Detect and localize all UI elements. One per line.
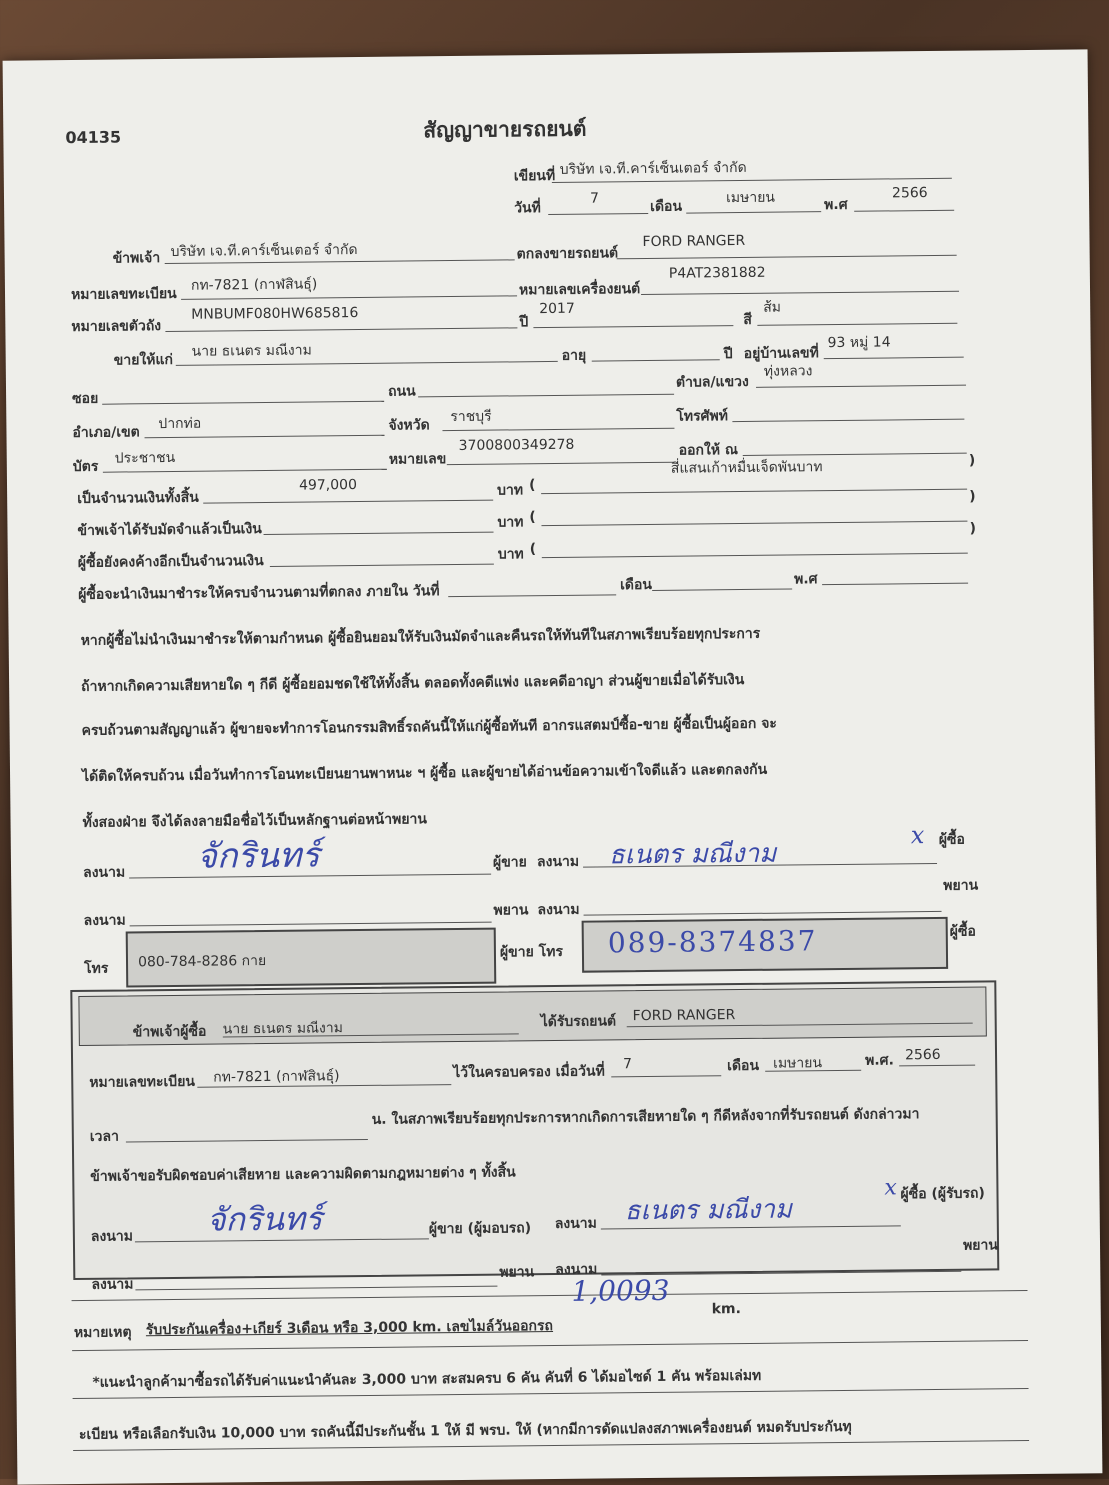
witness-role-2: พยาน [943,877,979,894]
district-value: ปากท่อ [158,415,202,433]
card-value: ประชาชน [114,449,176,467]
engine-label: หมายเลขเครื่องยนต์ [518,281,641,299]
total-open-paren: ( [528,477,536,494]
sign-label-2: ลงนาม [536,853,580,871]
color-value: ส้ม [763,299,782,316]
chassis-value: MNBUMF080HW685816 [191,305,359,323]
deposit-words-line [541,521,967,526]
notes-mid-line [72,1340,1028,1351]
receipt-witness-line-1[interactable] [135,1286,497,1291]
phone-label-1: โทร [84,960,109,977]
province-line [442,428,674,431]
receipt-day: 7 [623,1056,633,1073]
witness-sign-label-2: ลงนาม [537,901,580,919]
sign-label-1: ลงนาม [82,864,126,881]
receipt-seller-role: ผู้ขาย (ผู้มอบรถ) [428,1220,532,1238]
province-value: ราชบุรี [450,408,492,426]
terms-line-2: ถ้าหากเกิดความเสียหายใด ๆ กีดี ผู้ซื้อยอมชดใช้ให้ทั้งสิ้น ตลอดทั้งคดีแพ่ง และคดีอาญา ส่วนผู้ขายเมื่อได้รับเงิน [81,671,745,695]
receipt-car: FORD RANGER [632,1007,736,1025]
witness-sign-label-1: ลงนาม [83,912,126,929]
total-words: สี่แสนเก้าหมื่นเจ็ดพันบาท [670,459,823,477]
receipt-reg: กท-7821 (กาฬสินธุ์) [213,1068,340,1086]
note-1-prefix: หมายเหตุ [73,1324,132,1342]
pay-month-label: เดือน [620,576,653,594]
terms-line-1: หากผู้ซื้อไม่นำเงินมาชำระให้ตามกำหนด ผู้ซื้อยินยอมให้รับเงินมัดจำและคืนรถให้ทันทีในสภาพเรียบร้อยทุกประการ [80,625,761,649]
witness-line-1[interactable] [130,922,492,927]
seller-phone-label: ผู้ขาย โทร [499,943,564,961]
remaining-words-line [542,553,968,558]
seller-signature: จักรินทร์ [196,835,320,877]
remaining-close-paren: ) [969,520,977,537]
id-line [447,462,675,465]
note-2: *แนะนำลูกค้ามาซื้อรถได้รับค่าแนะนำคันละ 3,000 บาท สะสมครบ 6 คัน คันที่ 6 ได้มอไซด์ 1 คัน พร้อมเล่มท [92,1367,762,1391]
road-label: ถนน [387,383,416,400]
receipt-month: เมษายน [773,1055,823,1072]
note-1: รับประกันเครื่อง+เกียร์ 3เดือน หรือ 3,000 km. เลขไมล์วันออกรถ [145,1318,554,1339]
soi-line [102,401,384,405]
note-1-km: km. [711,1301,741,1318]
chassis-label: หมายเลขตัวถัง [71,318,162,336]
seller-phone: 080-784-8286 กาย [137,953,267,971]
total-close-paren: ) [968,452,976,469]
soi-label: ซอย [72,390,99,408]
deposit-label: ข้าพเจ้าได้รับมัดจำแล้วเป็นเงิน [77,521,262,539]
receipt-received-label: ได้รับรถยนต์ [540,1013,617,1031]
remaining-baht: บาท [497,546,524,563]
day-value: 7 [589,190,600,207]
seller-label: ข้าพเจ้า [112,250,161,267]
buyer-role: ผู้ซื้อ [938,831,965,848]
note-3: ะเบียน หรือเลือกรับเงิน 10,000 บาท รถคันนี้มีประกันชั้น 1 ให้ มี พรบ. ให้ (หากมีการดัดแปลงสภาพเครื่องยนต์ หมดรับประกันทุ [78,1418,852,1443]
receipt-time-label: เวลา [89,1128,120,1145]
mileage-handwritten: 1,0093 [571,1273,670,1308]
buyer-phone-role: ผู้ซื้อ [949,923,976,940]
day-label: วันที่ [514,200,541,217]
written-at-value: บริษัท เจ.ที.คาร์เซ็นเตอร์ จำกัด [559,159,747,178]
total-label: เป็นจำนวนเงินทั้งสิ้น [77,489,199,507]
remaining-open-paren: ( [529,541,537,558]
engine-value: P4AT2381882 [668,264,766,282]
receipt-buyer-signature: ธเนตร มณีงาม [624,1194,793,1227]
receipt-reg-label: หมายเลขทะเบียน [89,1073,196,1091]
pay-day-line [448,594,616,597]
document-title: สัญญาขายรถยนต์ [423,116,587,143]
pay-year-line [822,583,968,586]
pay-label: ผู้ซื้อจะนำเงินมาชำระให้ครบจำนวนตามที่ตกลง ภายใน วันที่ [78,583,440,603]
buyer-signature: ธเนตร มณีงาม [608,838,777,871]
year-model-label: ปี [519,314,529,331]
receipt-line-1: น. ในสภาพเรียบร้อยทุกประการหากเกิดการเสียหายใด ๆ กีดีหลังจากที่รับรถยนต์ ดังกล่าวมา [371,1106,920,1128]
id-label: หมายเลข [388,451,447,468]
engine-line [641,291,959,295]
receipt-possess-label: ไว้ในครอบครอง เมื่อวันที่ [453,1063,605,1082]
reg-label: หมายเลขทะเบียน [70,285,177,304]
address-value: 93 หมู่ 14 [827,334,891,352]
total-baht: บาท [497,482,524,499]
buyer-name: นาย ธเนตร มณีงาม [191,342,312,360]
buyer-mark: x [910,821,925,850]
year-model-line [533,325,733,328]
receipt-witness-role-1: พยาน [499,1264,535,1281]
phone-line [732,419,964,422]
total-words-line [541,489,967,494]
receipt-witness-label-2: ลงนาม [555,1261,598,1278]
month-value: เมษายน [725,189,776,207]
deposit-open-paren: ( [529,509,536,526]
receipt-month-label: เดือน [727,1057,760,1075]
month-label: เดือน [650,198,683,215]
receipt-sign-label-1: ลงนาม [90,1228,134,1245]
buyer-phone: 089-8374837 [607,924,818,960]
receipt-buyer-name: นาย ธเนตร มณีงาม [222,1020,344,1038]
sell-to-label: ขายให้แก่ [113,351,174,369]
receipt-year-label: พ.ศ. [865,1052,894,1069]
color-line [757,323,957,326]
age-line [592,359,720,361]
receipt-header-shade [78,986,986,1046]
receipt-year: 2566 [904,1046,941,1064]
address-label: อยู่บ้านเลขที่ [743,345,819,362]
seller-role: ผู้ขาย [492,854,527,871]
age-label: อายุ [561,347,587,364]
reg-value: กท-7821 (กาฬสินธุ์) [190,276,318,294]
deposit-baht: บาท [497,514,524,531]
month-line [686,211,821,213]
subdistrict-value: ทุ่งหลวง [763,363,813,380]
road-line [418,394,674,398]
deposit-close-paren: ) [969,488,976,505]
province-label: จังหวัด [388,417,430,434]
receipt-witness-role-2: พยาน [962,1237,998,1254]
year-label: พ.ศ [824,196,848,214]
witness-line-2[interactable] [584,911,942,916]
deposit-line [264,532,494,535]
year-value: 2566 [891,185,928,202]
terms-line-5: ทั้งสองฝ่าย จึงได้ลงลายมือชื่อไว้เป็นหลักฐานต่อหน้าพยาน [82,811,428,831]
address-line [824,357,964,359]
receipt-buyer-label: ข้าพเจ้าผู้ซื้อ [132,1023,207,1041]
issued-label: ออกให้ ณ [678,442,739,459]
receipt-sign-label-2: ลงนาม [554,1215,597,1233]
subdistrict-label: ตำบล/แขวง [675,373,749,391]
notes-top-line [72,1290,1028,1301]
witness-role-1: พยาน [493,902,529,919]
year-line [854,210,954,212]
subdistrict-line [756,385,966,388]
remaining-line [270,564,494,567]
pay-month-line [652,588,792,590]
receipt-line-2: ข้าพเจ้าขอรับผิดชอบค่าเสียหาย และความผิดตามกฎหมายต่าง ๆ ทั้งสิ้น [90,1164,516,1185]
contract-paper [3,49,1103,1484]
remaining-label: ผู้ซื้อยังคงค้างอีกเป็นจำนวนเงิน [77,553,264,571]
district-label: อำเภอ/เขต [72,424,140,442]
card-line [103,469,387,473]
agree-label: ตกลงขายรถยนต์ [516,245,619,263]
card-label: บัตร [72,458,99,476]
color-label: สี [743,311,752,328]
written-at-label: เขียนที่ [513,167,556,185]
district-line [145,435,385,439]
pay-year-label: พ.ศ [793,571,818,588]
receipt-witness-label-1: ลงนาม [91,1276,134,1293]
chassis-line [165,327,517,332]
age-unit: ปี [723,346,733,363]
car-line [617,255,957,260]
receipt-buyer-mark: x [884,1175,897,1201]
terms-line-4: ได้ติดให้ครบถ้วน เมื่อวันทำการโอนทะเบียนยานพาหนะ ฯ ผู้ซื้อ และผู้ขายได้อ่านข้อความเข้าใจดีแล้ว และตกลงกัน [81,761,768,785]
total-value: 497,000 [298,477,358,494]
receipt-seller-signature: จักรินทร์ [206,1199,323,1239]
year-model-value: 2017 [539,300,575,318]
receipt-buyer-role: ผู้ซื้อ (ผู้รับรถ) [900,1185,985,1203]
car-model: FORD RANGER [642,232,746,251]
day-line [548,213,648,215]
id-value: 3700800349278 [458,436,575,454]
seller-name: บริษัท เจ.ที.คาร์เซ็นเตอร์ จำกัด [170,242,358,260]
terms-line-3: ครบถ้วนตามสัญญาแล้ว ผู้ขายจะทำการโอนกรรมสิทธิ์รถคันนี้ให้แก่ผู้ซื้อทันที อากรแสตมป์ซื้อ-ขาย ผู้ซื้อเป็นผู้ออก จะ [81,715,777,739]
phone-label: โทรศัพท์ [676,408,729,425]
total-line [203,500,493,504]
issued-line [743,453,967,456]
document-number: 04135 [65,127,122,148]
